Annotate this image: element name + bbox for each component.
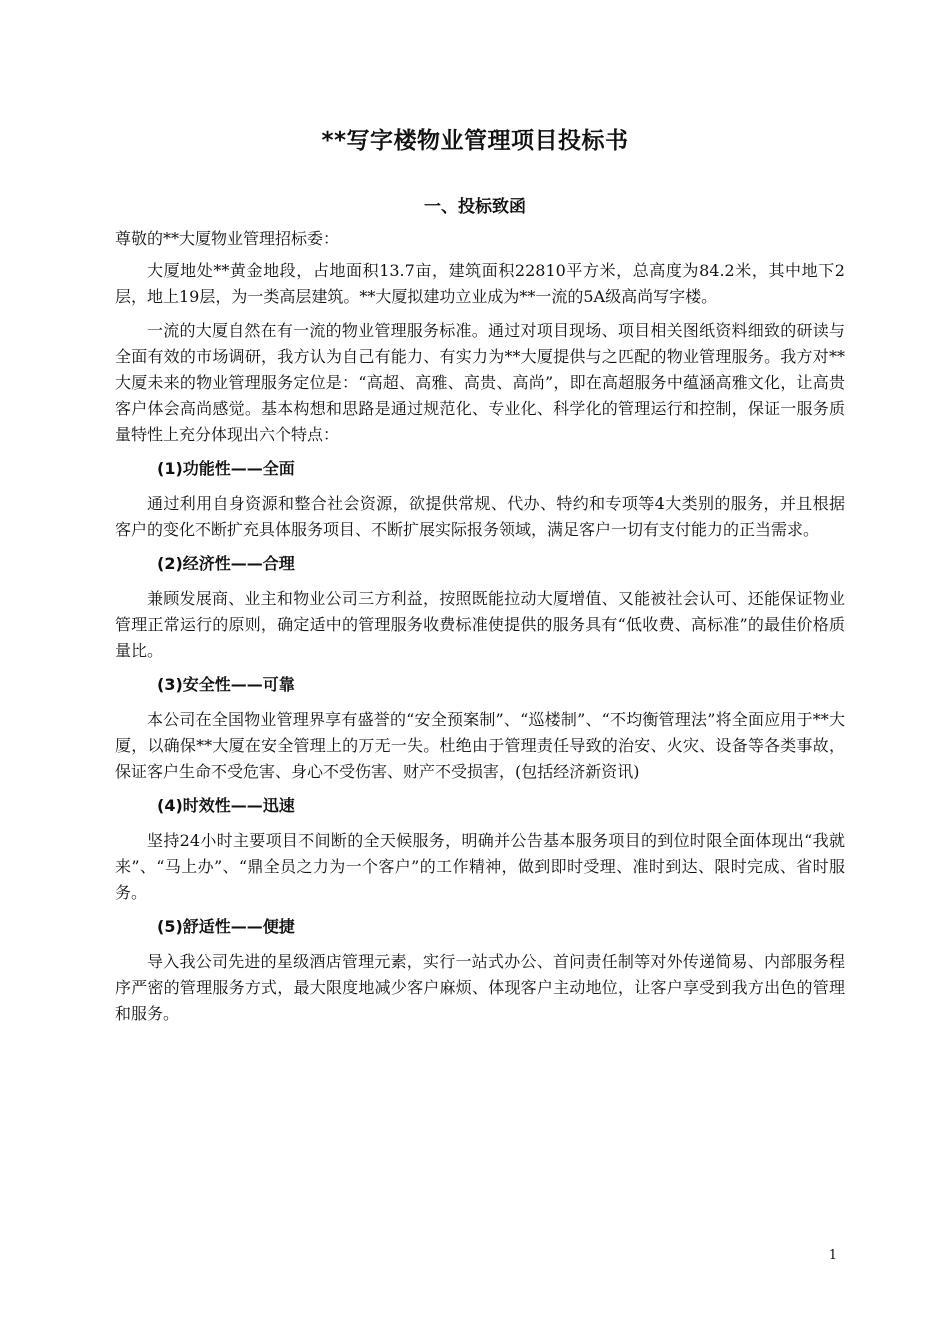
intro-paragraph: 一流的大厦自然在有一流的物业管理服务标准。通过对项目现场、项目相关图纸资料细致的研读与全面有效的市场调研，我方认为自己有能力、有实力为**大厦提供与之匹配的物业管理服务。我方对**大厦未来的物业管理服务定位是：“高超、高雅、高贵、高尚”，即在高超服务中蕴涵高雅文化，让高贵客户体会高尚感觉。基本构想和思路是通过规范化、专业化、科学化的管理运行和控制，保证一服务质量特性上充分体现出六个特点： — [115, 321, 845, 444]
document-body — [115, 226, 845, 1035]
feature-paragraph: 本公司在全国物业管理界享有盛誉的“安全预案制”、“巡楼制”、“不均衡管理法”将全面应用于**大厦，以确保**大厦在安全管理上的万无一失。杜绝由于管理责任导致的治安、火灾、设备等各类事故，保证客户生命不受危害、身心不受伤害、财产不受损害，(包括经济新资讯) — [115, 710, 845, 781]
salutation: 尊敬的**大厦物业管理招标委： — [115, 229, 340, 248]
feature-heading: (4)时效性——迅速 — [157, 796, 295, 815]
feature-paragraph: 通过利用自身资源和整合社会资源，欲提供常规、代办、特约和专项等4大类别的服务，并且根据客户的变化不断扩充具体服务项目、不断扩展实际报务领域，满足客户一切有支付能力的正当需求。 — [115, 494, 845, 539]
feature-heading: (2)经济性——合理 — [157, 554, 295, 573]
intro-paragraph: 大厦地处**黄金地段，占地面积13.7亩，建筑面积22810平方米，总高度为84.2米，其中地下2层，地上19层，为一类高层建筑。**大厦拟建功立业成为**一流的5A级高尚写字楼。 — [115, 261, 845, 306]
feature-heading: (1)功能性——全面 — [157, 459, 295, 478]
section-heading: 一、投标致函 — [424, 197, 526, 217]
feature-paragraph: 导入我公司先进的星级酒店管理元素，实行一站式办公、首问责任制等对外传递简易、内部服务程序严密的管理服务方式，最大限度地减少客户麻烦、体现客户主动地位，让客户享受到我方出色的管理和服务。 — [115, 952, 845, 1023]
feature-paragraph: 兼顾发展商、业主和物业公司三方利益，按照既能拉动大厦增值、又能被社会认可、还能保证物业管理正常运行的原则，确定适中的管理服务收费标准使提供的服务具有“低收费、高标准”的最佳价格质量比。 — [115, 589, 845, 660]
page-number: 1 — [828, 1248, 837, 1263]
feature-heading: (3)安全性——可靠 — [157, 675, 295, 694]
feature-paragraph: 坚持24小时主要项目不间断的全天候服务，明确并公告基本服务项目的到位时限全面体现出“我就来”、“马上办”、“鼎全员之力为一个客户”的工作精神，做到即时受理、准时到达、限时完成、省时服务。 — [115, 831, 845, 902]
document-title: **写字楼物业管理项目投标书 — [321, 128, 629, 154]
feature-heading: (5)舒适性——便捷 — [157, 917, 295, 936]
